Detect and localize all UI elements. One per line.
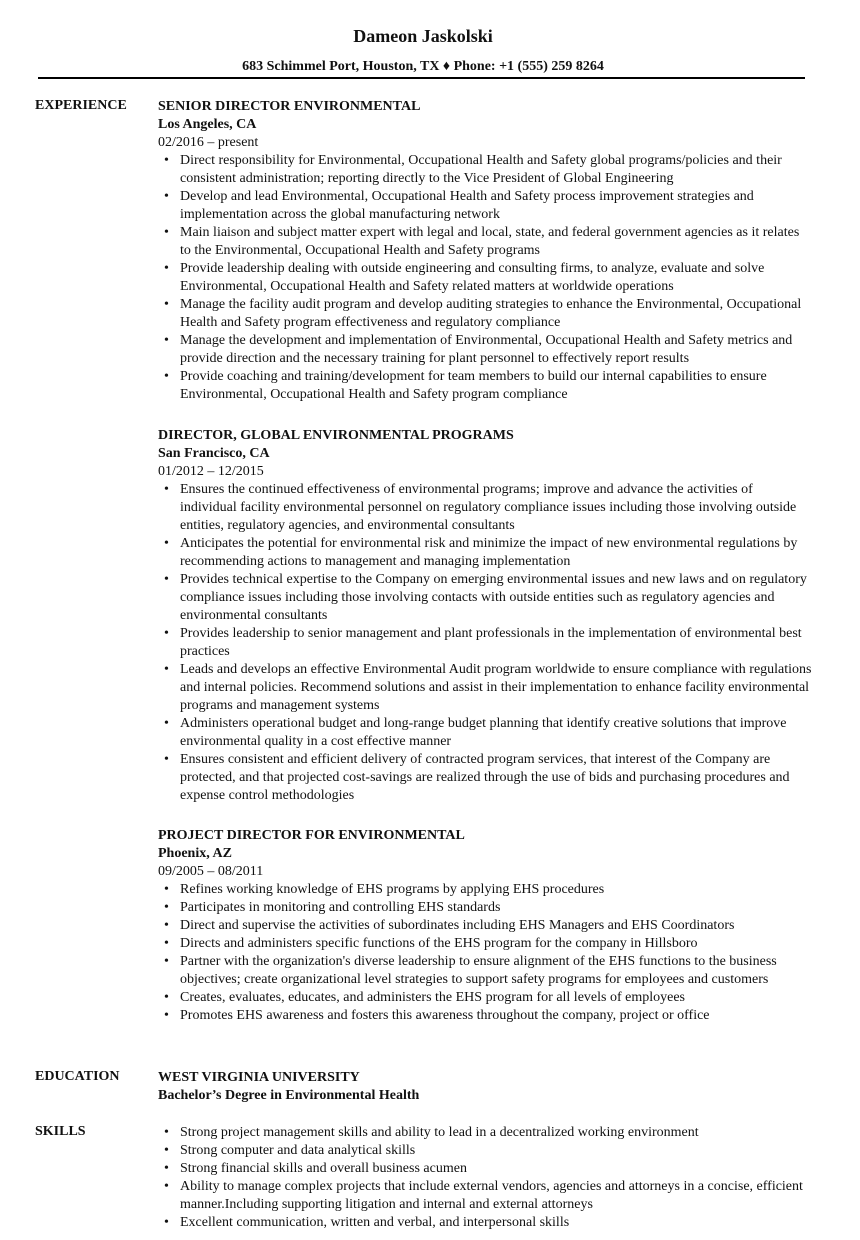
job-dates: 09/2005 – 08/2011 [158,864,264,879]
job-bullet: • Provides leadership to senior management and plant professionals in the implementation of environmental best practices [158,625,813,661]
job-bullet: • Administers operational budget and long-range budget planning that identify creative solutions that improve environmental quality in a cost effective manner [158,715,813,751]
experience-section-label: EXPERIENCE [35,98,127,113]
job-bullet: • Refines working knowledge of EHS programs by applying EHS procedures [158,881,813,899]
resume-contact: 683 Schimmel Port, Houston, TX ♦ Phone: +1 (555) 259 8264 [242,59,604,74]
job-3 [158,827,813,1025]
job-1 [158,98,813,404]
skill-item: • Strong project management skills and ability to lead in a decentralized working environment [158,1124,813,1142]
skills-list [158,1124,813,1232]
job-bullet: • Creates, evaluates, educates, and administers the EHS program for all levels of employees [158,989,813,1007]
job-bullet: • Direct responsibility for Environmental, Occupational Health and Safety global programs/policies and their consistent administration; reporting directly to the Vice President of Global Engineering [158,152,813,188]
job-title: PROJECT DIRECTOR FOR ENVIRONMENTAL [158,828,465,843]
job-bullet: • Provides technical expertise to the Company on emerging environmental issues and new laws and on regulatory compliance issues including those involving contacts with outside entities such as regulatory agencies and environmental consultants [158,571,813,625]
job-bullets [158,481,813,805]
job-bullet: • Develop and lead Environmental, Occupational Health and Safety process improvement strategies and implementation across the global manufacturing network [158,188,813,224]
degree-name: Bachelor’s Degree in Environmental Health [158,1088,420,1103]
job-location: San Francisco, CA [158,446,270,461]
education-section-label: EDUCATION [35,1069,120,1084]
job-bullet: • Directs and administers specific functions of the EHS program for the company in Hillsboro [158,935,813,953]
job-2 [158,427,813,805]
job-bullet: • Provide coaching and training/development for team members to build our internal capabilities to ensure Environmental, Occupational Health and Safety program compliance [158,368,813,404]
job-bullet: • Manage the facility audit program and develop auditing strategies to enhance the Environmental, Occupational Health and Safety program effectiveness and regulatory compliance [158,296,813,332]
job-bullet: • Leads and develops an effective Environmental Audit program worldwide to ensure compliance with regulations and internal policies. Recommend solutions and assist in their implementation to enhance facility environmental programs and management systems [158,661,813,715]
skill-item: • Excellent communication, written and verbal, and interpersonal skills [158,1214,813,1232]
job-bullet: • Ensures the continued effectiveness of environmental programs; improve and advance the activities of individual facility environmental personnel on regulatory compliance issues including those involving outside entities, regulatory agencies, and environmental consultants [158,481,813,535]
skills-section-label: SKILLS [35,1124,86,1139]
resume-name: Dameon Jaskolski [353,26,493,46]
job-bullet: • Provide leadership dealing with outside engineering and consulting firms, to analyze, evaluate and solve Environmental, Occupational Health and Safety related matters at worldwide operations [158,260,813,296]
skill-item: • Strong financial skills and overall business acumen [158,1160,813,1178]
job-bullet: • Manage the development and implementation of Environmental, Occupational Health and Safety metrics and provide direction and the necessary training for plant personnel to effectively report results [158,332,813,368]
job-location: Los Angeles, CA [158,117,257,132]
job-bullet: • Direct and supervise the activities of subordinates including EHS Managers and EHS Coordinators [158,917,813,935]
job-bullet: • Anticipates the potential for environmental risk and minimize the impact of new environmental regulations by recommending actions to management and managing implementation [158,535,813,571]
skill-item: • Ability to manage complex projects that include external vendors, agencies and attorneys in a concise, efficient manner.Including supporting litigation and internal and external attorneys [158,1178,813,1214]
job-bullets [158,881,813,1025]
skill-item: • Strong computer and data analytical skills [158,1142,813,1160]
job-dates: 01/2012 – 12/2015 [158,464,264,479]
education-entry [158,1069,813,1105]
header-divider [38,77,805,79]
job-bullet: • Promotes EHS awareness and fosters this awareness throughout the company, project or office [158,1007,813,1025]
job-title: DIRECTOR, GLOBAL ENVIRONMENTAL PROGRAMS [158,428,514,443]
school-name: WEST VIRGINIA UNIVERSITY [158,1070,360,1085]
job-title: SENIOR DIRECTOR ENVIRONMENTAL [158,99,421,114]
job-dates: 02/2016 – present [158,135,259,150]
job-bullet: • Main liaison and subject matter expert with legal and local, state, and federal government agencies as it relates to the Environmental, Occupational Health and Safety programs [158,224,813,260]
job-location: Phoenix, AZ [158,846,232,861]
job-bullets [158,152,813,404]
job-bullet: • Ensures consistent and efficient delivery of contracted program services, that interest of the Company are protected, and that projected cost-savings are realized through the use of bids and purchasing procedures and expense control methodologies [158,751,813,805]
skill-bullets [158,1124,813,1232]
job-bullet: • Partner with the organization's diverse leadership to ensure alignment of the EHS functions to the business objectives; create organizational level strategies to support safety programs for employees and customers [158,953,813,989]
job-bullet: • Participates in monitoring and controlling EHS standards [158,899,813,917]
